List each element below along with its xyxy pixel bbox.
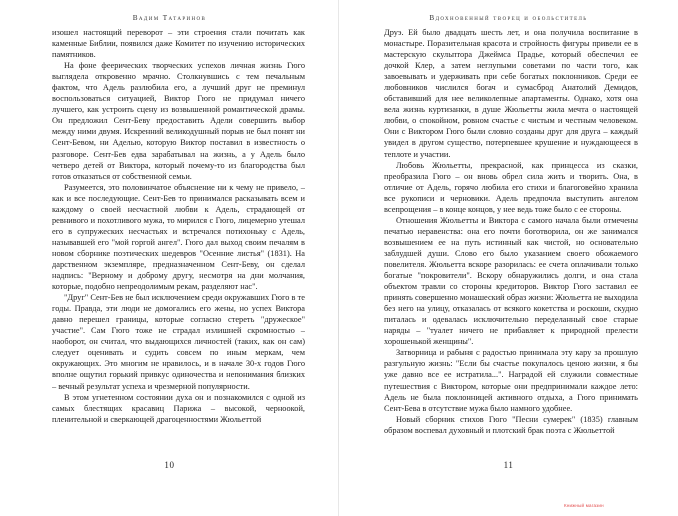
page-number-right: 11 — [503, 460, 514, 470]
paragraph: Любовь Жюльетты, прекрасной, как принцесса из сказки, преобразила Гюго – он вновь обрел сила жить и творить. Она, в отличие от Адель, горячо любила его стихи и благоговейно хранила все рукописи и черновики. Адель предпочла выступить ангелом всепрощения – в конце концов, у нее ведь тоже было с ее стороны. — [384, 160, 638, 214]
page-number-left: 10 — [164, 460, 175, 470]
paragraph: Друэ. Ей было двадцать шесть лет, и она получила воспитание в монастыре. Поразительная красота и стройность фигуры привели ее в мастерскую скульптора Джеймса Прадье, который обеспечил ее дочкой Клер, а затем неглупыми советами по части того, как завоевывать и удерживать при себе богатых поклонников. Среди ее любовников числился богач и сумасброд Анатолий Демидов, обставивший для нее великолепные апартаменты. Однако, хотя она вела жизнь куртизанки, в душе Жюльетты жила мечта о настоящей любви, о спокойном, ровном счастье с чистым и честным человеком. Они с Виктором Гюго были словно созданы друг для друга – каждый увидел в другом существо, потерпевшее крушение и нуждающееся в теплоте и участии. — [384, 28, 638, 159]
paragraph: Отношения Жюльетты и Виктора с самого начала были отмечены печатью неравенства: она его почти боготворила, он же занимался возвышением ее на путь истинный как чистой, но основательно заблудшей души. Слово его было указанием своего обожаемого повелителя. Жюльетта вскоре разорилась: ее счета оплачивали только богатые "покровители". Вскору обнаружились долги, и она стала объектом травли со стороны кредиторов. Виктор Гюго заставил ее принять совершенно монашеский образ жизни: Жюльетта не выходила без него на улицу, отказалась от всякого кокетства и роскоши, скудно питалась и одевалась исключительно переделанный свое старые наряды – "туалет ничего не прибавляет к природной прелести хорошенькой женщины". — [384, 215, 638, 347]
right-page-text — [384, 27, 638, 452]
left-page-text — [52, 27, 305, 452]
paragraph: Затворница и рабыня с радостью принимала эту кару за прошлую разгульную жизнь: "Если бы счастье покупалось ценою жизни, я бы уже давно все ее истратила...". Наградой ей служили совместные путешествия с Виктором, которые они предпринимали каждое лето: Адель не была поклонницей активного отдыха, а Гюго принимать Сент-Бева в отсутствие мужа было намного удобнее. — [384, 348, 638, 413]
paragraph: Разумеется, это половинчатое объяснение ни к чему не привело, – как и все последующие. Сент-Бев то принимался расказывать всем и каждому о своей несчастной любви к Адель, страдающей от ревнивого и похотливого мужа, то мирился с Гюго, лицемерно утешал его в супружеских несчастьях и встречался потихоньку с Адель, называвшей его "мой горгой ангел". Гюго дал выход своим печалям в новом сборнике поэтических шедевров "Осенние листья" (1831). На дарственном экземпляре, предназначенном Сент-Беву, он сделал надпись: "Верному и доброму другу, несмотря на дни молчания, которые, подобно непреодолимым рекам, разделяют нас". — [52, 182, 305, 292]
running-head-author: Вадим Татаринов — [132, 14, 207, 22]
store-stamp: Книжный магазин — [564, 503, 604, 508]
running-head-title: Вдохновенный творец и обольститель — [429, 14, 588, 22]
paragraph: В этом угнетенном состоянии духа он и познакомился с одной из самых блестящих красавиц Парижа – высокой, черноокой, пленительной и сверкающей драгоценностями Жюльеттой — [52, 392, 305, 424]
paragraph: изошел настоящий переворот – эти строения стали почитать как каменные Библии, появился даже Комитет по изучению исторических памятников. — [52, 28, 305, 60]
paragraph: "Друг" Сент-Бев не был исключением среди окружавших Гюго в те годы. Правда, эти люди не домогались его жены, но успех Виктора давно перешел границы, которые согласно стереть "дружеское" участие". Сам Гюго тоже не страдал излишней скромностью – наоборот, он считал, что выдающихся личностей (таких, как он сам) следует оценивать и судить совсем по иным меркам, чем окружающих. Это многим не нравилось, и в начале 30-х годов Гюго вполне ощутил горький привкус одиночества и непонимания близких – вечный результат успеха и чрезмерной популярности. — [52, 293, 305, 391]
paragraph: Новый сборник стихов Гюго "Песни сумерек" (1835) главным образом воспевал духовный и плотский брак поэта с Жюльеттой — [384, 414, 638, 435]
paragraph: На фоне феерических творческих успехов личная жизнь Гюго выглядела откровенно мрачно. Столкнувшись с тем печальным фактом, что Адель разлюбила его, а лучший друг не преминул воспользоваться ситуацией, Виктор Гюго не придумал ничего лучшего, как устроить сцену из возвышенной романтической драмы. Он предложил Сент-Беву предоставить Адели совершить выбор между ними двумя. Искренний великодушный порыв не был понят ни Сент-Бевом, ни Аделью, которую Виктор поставил в известность о разговоре. Сент-Бев едва зарабатывал на жизнь, а у Адель было четверо детей от Виктора, который почему-то из благородства был готов отказаться от собственной семьи. — [52, 61, 305, 181]
right-page — [339, 0, 678, 516]
